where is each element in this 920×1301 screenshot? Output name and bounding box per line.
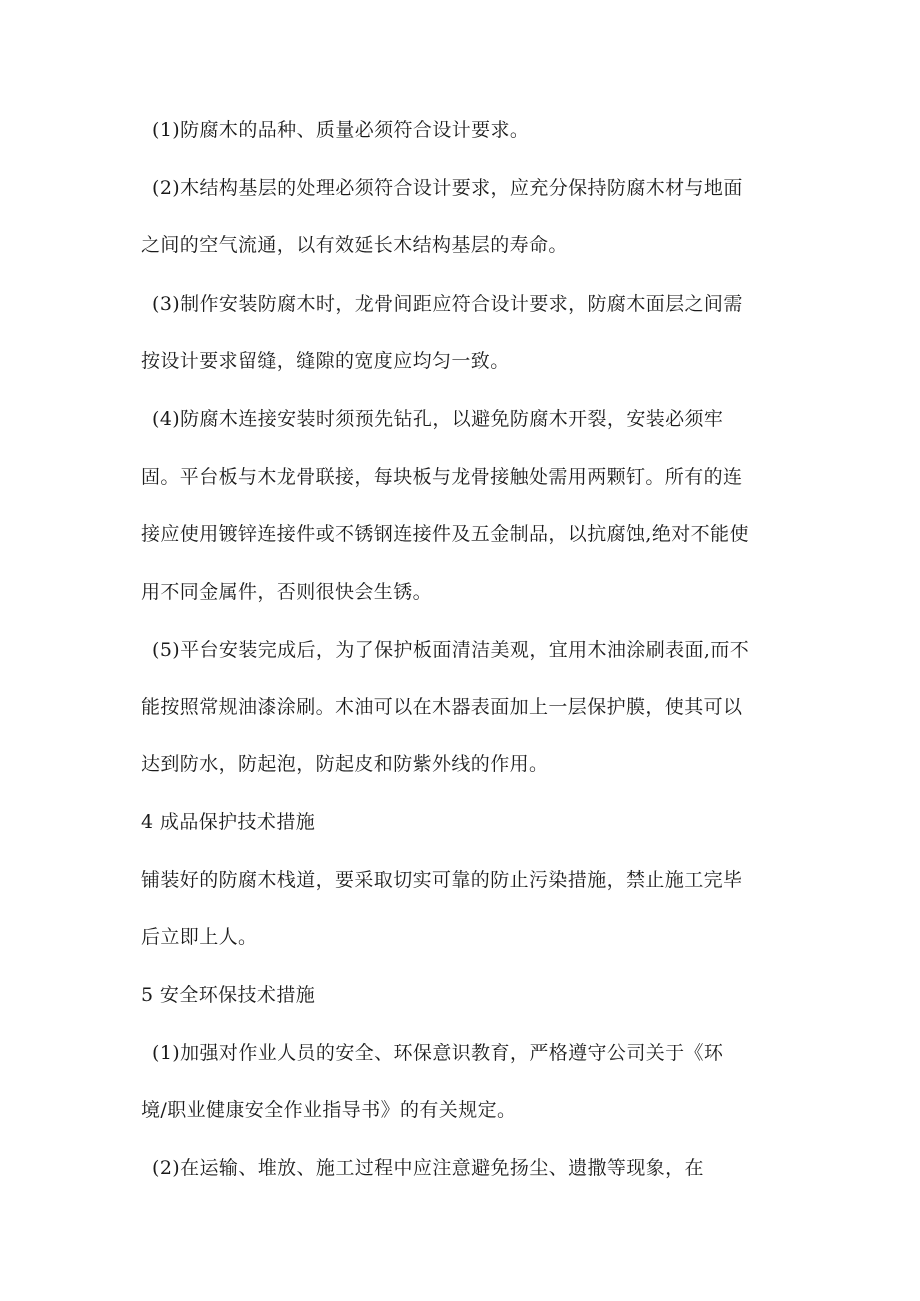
text-line: 达到防水，防起泡，防起皮和防紫外线的作用。 [141,753,549,775]
text-line: 固。平台板与木龙骨联接，每块板与龙骨接触处需用两颗钉。所有的连 [141,466,743,488]
text-line: (5)平台安装完成后，为了保护板面清洁美观，宜用木油涂刷表面,而不 [152,639,750,661]
text-line: 接应使用镀锌连接件或不锈钢连接件及五金制品，以抗腐蚀,绝对不能使 [141,523,749,545]
text-line: 之间的空气流通，以有效延长木结构基层的寿命。 [141,234,568,256]
text-line: (2)在运输、堆放、施工过程中应注意避免扬尘、遗撒等现象，在 [152,1157,704,1179]
text-line: (3)制作安装防腐木时，龙骨间距应符合设计要求，防腐木面层之间需 [152,293,743,315]
text-line: 铺装好的防腐木栈道，要采取切实可靠的防止污染措施，禁止施工完毕 [141,869,743,891]
text-line: 后立即上人。 [141,926,258,948]
text-line: (1)加强对作业人员的安全、环保意识教育，严格遵守公司关于《环 [152,1042,724,1064]
text-line: 按设计要求留缝，缝隙的宽度应均匀一致。 [141,350,510,372]
text-line: 能按照常规油漆涂刷。木油可以在木器表面加上一层保护膜，使其可以 [141,696,743,718]
text-line: 境/职业健康安全作业指导书》的有关规定。 [141,1099,517,1121]
text-line: (2)木结构基层的处理必须符合设计要求，应充分保持防腐木材与地面 [152,177,743,199]
section-heading: 4 成品保护技术措施 [141,811,316,833]
text-line: (1)防腐木的品种、质量必须符合设计要求。 [152,119,530,141]
text-line: 用不同金属件，否则很快会生锈。 [141,581,433,603]
section-heading: 5 安全环保技术措施 [141,984,316,1006]
text-line: (4)防腐木连接安装时须预先钻孔，以避免防腐木开裂，安装必须牢 [152,408,724,430]
